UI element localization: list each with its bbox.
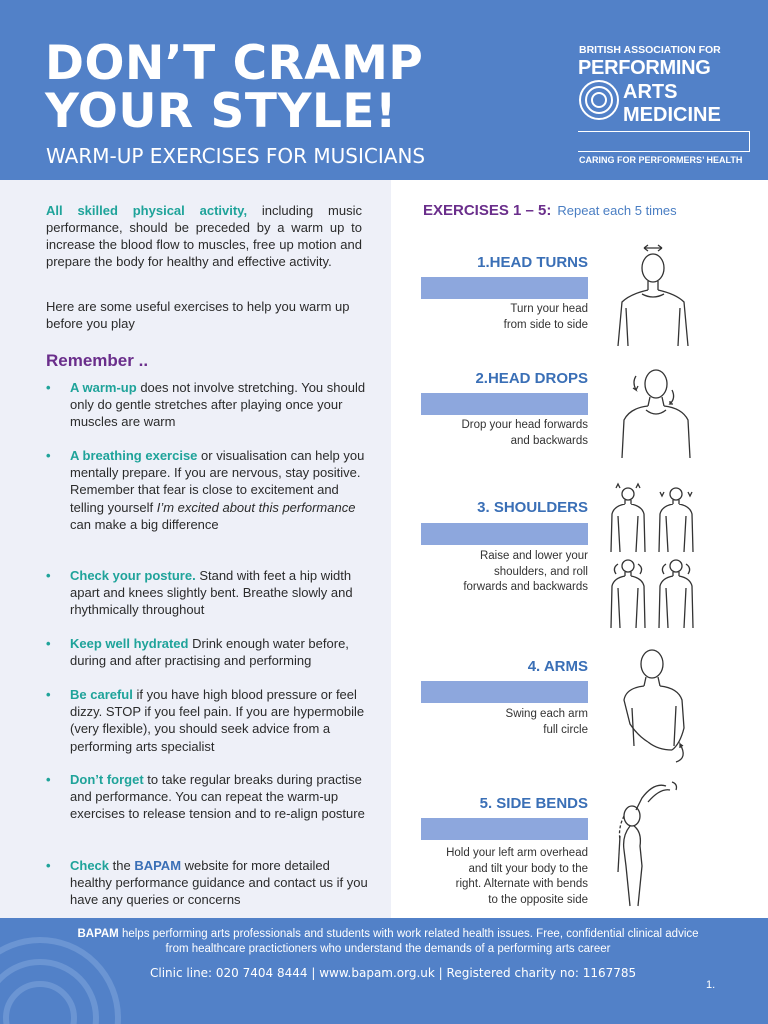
remember-item [46, 567, 376, 619]
repeat-note: Repeat each 5 times [557, 203, 677, 218]
remember-item [46, 686, 376, 756]
page-subtitle: WARM-UP EXERCISES FOR MUSICIANS [46, 144, 426, 168]
intro-text: including music performance, should be preceded by a warm up to increase the blood flow to muscles, free up motion and prepare the body for healthy and effective activity. [46, 203, 362, 269]
bullet-marker: • [46, 772, 51, 787]
logo-tagline: CARING FOR PERFORMERS’ HEALTH [579, 155, 743, 165]
exercise-title: 5. SIDE BENDS [479, 795, 588, 812]
exercises-heading [423, 202, 677, 220]
intro-paragraph-2: Here are some useful exercises to help you warm up before you play [46, 299, 350, 331]
desc-line: forwards and backwards [463, 581, 588, 593]
exercise-bar [421, 393, 588, 415]
bullet-marker: • [46, 687, 51, 702]
logo-line4: MEDICINE [623, 104, 721, 126]
bullet-marker: • [46, 636, 51, 651]
footer-description [68, 927, 708, 956]
bullet-marker: • [46, 568, 51, 583]
head-drops-figure-icon [616, 362, 700, 460]
exercise-title: 1.HEAD TURNS [477, 254, 588, 271]
exercise-desc [420, 846, 588, 908]
desc-line: Drop your head forwards [461, 419, 588, 431]
remember-item [46, 379, 376, 431]
exercise-title: 2.HEAD DROPS [475, 370, 588, 387]
arms-figure-icon [614, 646, 698, 774]
logo-spiral-icon [578, 79, 620, 121]
page-number: 1. [706, 979, 716, 991]
desc-line: Hold your left arm overhead [446, 847, 588, 859]
exercise-bar [421, 277, 588, 299]
shoulders-figure-icon [606, 482, 702, 632]
item-text: or visualisation can help you mentally prepare. If you are nervous, stay positive. Remember that fear is close to excitement and telling yourself [70, 448, 365, 515]
item-text: to take regular breaks during practise and performance. You can repeat the warm-up exercises to release tension and to re-align posture [70, 772, 365, 822]
desc-line: Raise and lower your [479, 550, 588, 562]
bullet-marker: • [46, 858, 51, 873]
bapam-logo [578, 44, 750, 172]
item-highlight: Check [70, 858, 110, 873]
desc-line: Turn your head [510, 303, 588, 315]
item-highlight: A warm-up [70, 380, 137, 395]
desc-line: full circle [543, 723, 588, 736]
desc-line: to the opposite side [488, 893, 588, 906]
head-turns-figure-icon [608, 238, 698, 350]
desc-line: and tilt your body to the [468, 862, 588, 875]
remember-item [46, 857, 376, 911]
logo-frame [578, 131, 750, 152]
footer-contact-line[interactable]: Clinic line: 020 7404 8444 | www.bapam.org.uk | Registered charity no: 1167785 [150, 966, 637, 980]
item-text-2: website for more detailed healthy performance guidance and contact us if you have any queries or concerns [70, 858, 368, 908]
exercise-desc [420, 418, 588, 449]
footer-text: helps performing arts professionals and students with work related health issues. Free, confidential clinical advice from healthcare practictioners who understand the demands of a performing arts career [118, 928, 699, 955]
exercise-title: 3. SHOULDERS [477, 499, 588, 516]
intro-paragraph [46, 202, 362, 270]
side-bends-figure-icon [612, 776, 684, 912]
exercise-bar [421, 681, 588, 703]
desc-line: Swing each arm [505, 708, 588, 720]
logo-line2: PERFORMING [578, 57, 711, 79]
page-title-line1: DON’T CRAMP [45, 36, 424, 91]
item-highlight: Don’t forget [70, 772, 144, 787]
desc-line: right. Alternate with bends [455, 878, 588, 890]
exercise-desc [420, 302, 588, 333]
remember-item [46, 771, 376, 841]
desc-line: and backwards [510, 434, 588, 447]
item-highlight: Check your posture. [70, 568, 196, 583]
logo-line3: ARTS [623, 81, 678, 103]
item-highlight: Keep well hydrated [70, 636, 189, 651]
exercise-bar [421, 818, 588, 840]
exercise-title: 4. ARMS [527, 658, 588, 675]
page-title-line2: YOUR STYLE! [45, 84, 397, 139]
bapam-link[interactable]: BAPAM [134, 858, 182, 873]
desc-line: from side to side [503, 318, 588, 331]
exercise-bar [421, 523, 588, 545]
item-text: Stand with feet a hip width apart and knees slightly bent. Breathe slowly and rhythmically throughout [70, 568, 353, 618]
logo-line1: BRITISH ASSOCIATION FOR [579, 44, 721, 56]
remember-item [46, 447, 376, 551]
remember-heading: Remember .. [46, 351, 149, 370]
item-text: if you have high blood pressure or feel dizzy. STOP if you feel pain. If you are hypermobile (very flexible), you should seek advice from a performing arts specialist [70, 687, 365, 754]
item-highlight: A breathing exercise [70, 448, 198, 463]
exercise-desc [420, 707, 588, 738]
footer-brand: BAPAM [77, 928, 119, 940]
item-text-2: can make a big difference [70, 516, 219, 532]
bullet-marker: • [46, 448, 51, 463]
exercises-title: EXERCISES 1 – 5: [423, 202, 552, 219]
item-text: Drink enough water before, during and after practising and performing [70, 636, 349, 669]
desc-line: shoulders, and roll [494, 565, 588, 578]
remember-item [46, 635, 376, 671]
item-text: does not involve stretching. You should only do gentle stretches after playing once your muscles are warm [70, 380, 366, 430]
item-highlight: Be careful [70, 687, 133, 702]
bullet-marker: • [46, 380, 51, 395]
item-text: the [109, 858, 135, 873]
intro-highlight: All skilled physical activity, [46, 203, 248, 218]
exercise-desc [420, 549, 588, 596]
item-italic: I’m excited about this performance [156, 499, 356, 515]
